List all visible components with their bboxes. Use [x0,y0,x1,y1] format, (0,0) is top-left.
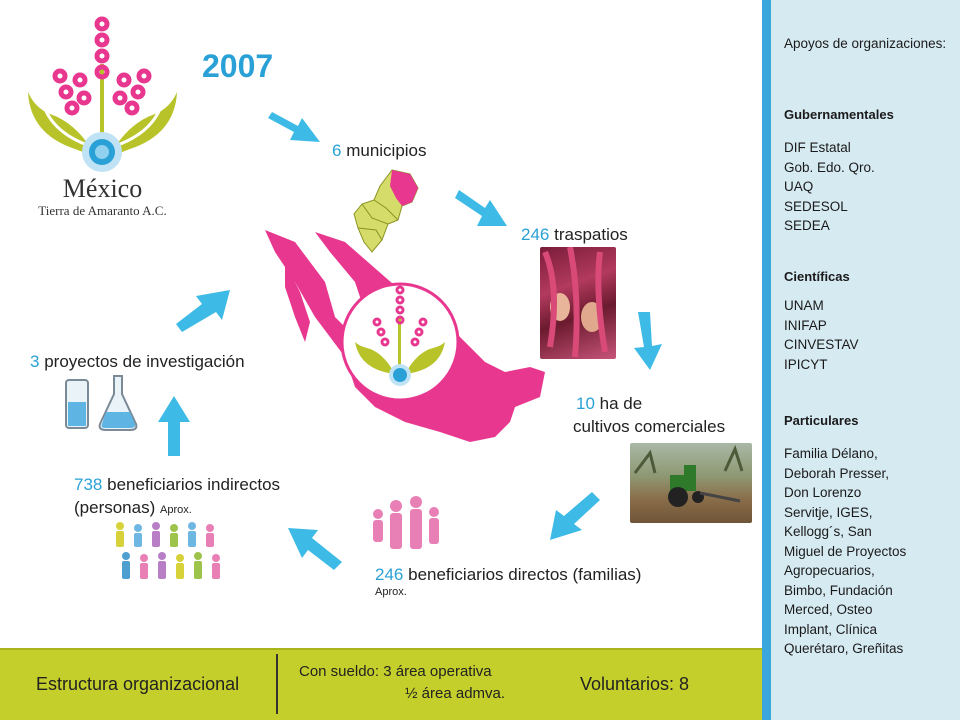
list-item: Familia Délano, [784,446,878,461]
list-item: CINVESTAV [784,337,859,352]
step-traspatios [521,224,628,246]
queretaro-map-icon [352,168,422,254]
indirectos-text: beneficiarios indirectos [107,475,281,494]
footer-divider [276,654,278,714]
arrow-to-hectareas-icon [630,312,670,370]
list-item: Servitje, IGES, [784,504,873,520]
sidebar-intro: Apoyos de organizaciones: [784,36,947,51]
list-item: Merced, Osteo [784,602,873,617]
gubernamentales-heading: Gubernamentales [784,107,894,122]
arrow-to-traspatios-icon [455,182,513,232]
list-item: SEDEA [784,218,830,233]
step-hectareas [576,393,642,415]
list-item: DIF Estatal [784,140,851,155]
arrow-to-directos-icon [548,492,606,542]
hectareas-line2: cultivos comerciales [573,417,726,436]
people-group-icon [112,520,232,584]
logo-subtitle: Tierra de Amaranto A.C. [38,203,167,218]
family-icon [368,492,448,556]
list-item: Implant, Clínica [784,621,878,637]
list-item: Agropecuarios, [784,563,875,578]
hectareas-text: ha de [599,394,643,413]
list-item: Kellogg´s, San [784,524,872,539]
list-item: UNAM [784,298,824,313]
hectareas-number: 10 [576,394,595,413]
logo-title: México [62,174,143,203]
sueldo-line1: Con sueldo: 3 área operativa [299,663,492,680]
step-directos [375,564,641,586]
arrow-to-year-icon [176,288,234,338]
list-item: SEDESOL [784,198,848,214]
list-item: Deborah Presser, [784,465,890,481]
list-item: INIFAP [784,317,827,333]
traspatios-number: 246 [521,225,550,244]
proyectos-text: proyectos de investigación [44,352,245,371]
step-proyectos [30,351,245,373]
directos-note: Aprox. [375,586,407,598]
tractor-field-photo [630,443,752,523]
arrow-to-proyectos-icon [156,396,192,456]
cientificas-heading: Científicas [784,269,850,284]
traspatios-text: traspatios [554,225,628,244]
list-item: IPICYT [784,356,828,372]
indirectos-line2: (personas) [74,498,156,517]
voluntarios-label: Voluntarios: 8 [580,674,690,694]
step-municipios [332,140,427,162]
directos-number: 246 [375,565,404,584]
gubernamentales-list [784,138,875,236]
list-item: Querétaro, Greñitas [784,641,904,656]
arrow-to-indirectos-icon [286,524,344,574]
list-item: Miguel de Proyectos [784,543,907,559]
step-indirectos [74,474,280,496]
tractor-icon [630,443,752,523]
arrow-to-municipios-icon [268,98,326,148]
municipios-text: municipios [346,141,427,160]
particulares-list [784,444,954,659]
list-item: UAQ [784,179,814,194]
amaranth-harvest-photo [540,247,616,359]
list-item: Bimbo, Fundación [784,582,893,598]
sueldo-line2: ½ área admva. [405,685,506,702]
lab-glassware-icon [60,372,140,432]
amaranth-photo-icon [540,247,616,359]
municipios-number: 6 [332,141,342,160]
list-item: Gob. Edo. Qro. [784,159,875,175]
proyectos-number: 3 [30,352,40,371]
list-item: Don Lorenzo [784,485,862,500]
organization-logo [20,14,185,219]
indirectos-note: Aprox. [160,504,192,516]
particulares-heading: Particulares [784,413,859,428]
estructura-label: Estructura organizacional [36,674,240,694]
cientificas-list [784,296,859,374]
indirectos-line2-row [74,497,192,521]
indirectos-number: 738 [74,475,103,494]
year-label: 2007 [202,48,274,84]
mexico-map-icon [255,222,555,462]
directos-text: beneficiarios directos (familias) [408,565,642,584]
